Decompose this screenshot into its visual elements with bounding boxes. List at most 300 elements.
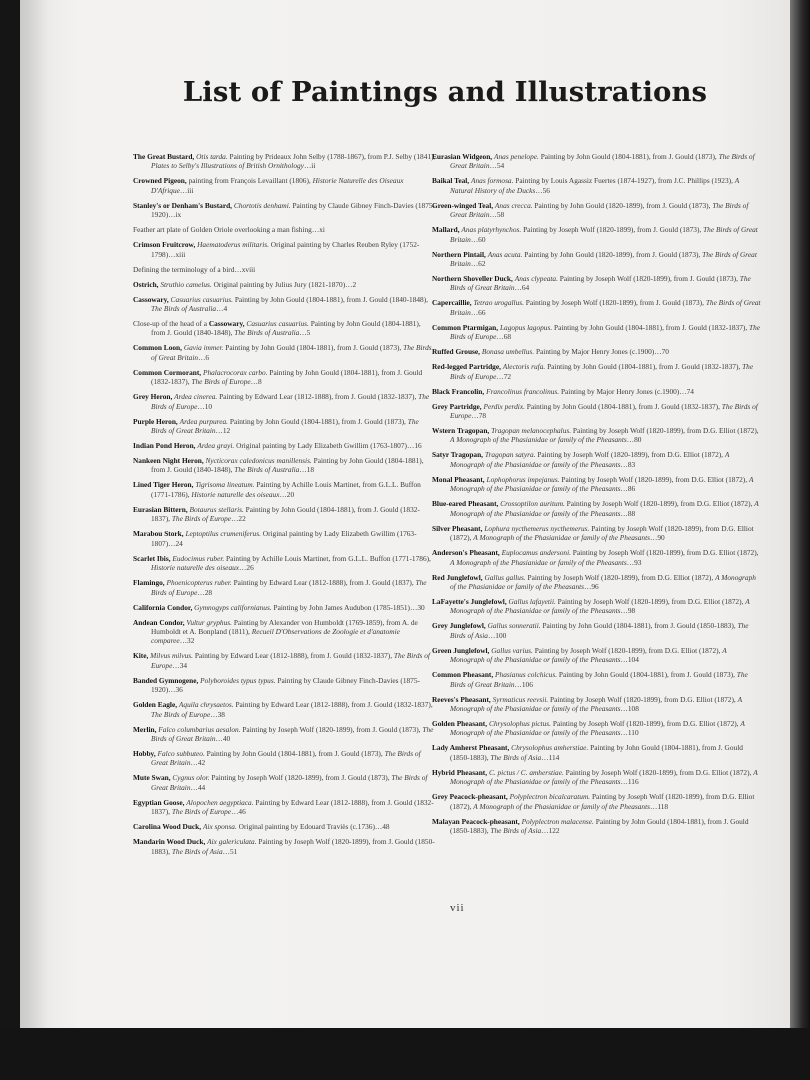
- source-title: The Birds of Great Britain: [450, 200, 749, 220]
- source-title: The Birds of Asia: [490, 752, 542, 762]
- source-title: A Monograph of the Phasianidae or family of the Pheasants: [450, 435, 627, 445]
- bird-name: Kite,: [133, 651, 149, 661]
- scientific-name: Anas formosa.: [471, 176, 514, 186]
- entry-description: Painting by John Gould (1804-1881), from J. Gould (1850-1883),: [542, 621, 736, 631]
- background-surface: [0, 1028, 810, 1080]
- entry-page-number: 48: [382, 822, 390, 832]
- source-title: The Birds of Asia: [171, 846, 223, 856]
- list-item: Flamingo, Phoenicopterus ruber. Painting by Edward Lear (1812-1888), from J. Gould (1837), The Birds of Europe…28: [133, 578, 427, 597]
- scientific-name: Polyboroides typus typus.: [200, 675, 276, 685]
- scientific-name: Nycticorax caledonicus manillensis.: [205, 456, 312, 466]
- list-item: Nankeen Night Heron, Nycticorax caledonicus manillensis. Painting by John Gould (1804-1881), from J. Gould (1840-1848), The Birds of Australia…18: [133, 456, 424, 475]
- bird-name: Common Cormorant,: [133, 367, 202, 377]
- source-title: The Birds of Great Britain: [450, 249, 757, 269]
- bird-name: Mallard,: [432, 225, 460, 235]
- bird-name: Satyr Tragopan,: [432, 450, 484, 460]
- scientific-name: Gallus sonneratii.: [487, 621, 541, 631]
- scientific-name: Polyplectron bicalcaratum.: [509, 792, 591, 802]
- entry-description: Original painting by Julius Jury (1821-1870): [213, 279, 346, 289]
- scientific-name: Phoenicopterus ruber.: [166, 578, 232, 588]
- entry-page-number: 40: [222, 733, 231, 743]
- entry-page-number: 116: [627, 777, 639, 787]
- entry-page-number: 62: [478, 259, 486, 269]
- entry-description: Painting by John Gould (1804-1881), from J. Gould (1873),: [229, 416, 406, 426]
- list-item: Northern Shoveller Duck, Anas clypeata. Painting by Joseph Wolf (1820-1899), from J. Gould (1873), The Birds of Great Britain…64: [432, 274, 751, 293]
- source-title: The Birds of Europe: [450, 322, 761, 342]
- entry-description: Painting by Joseph Wolf (1820-1899), from J. Gould (1873),: [242, 724, 421, 734]
- entry-description: Painting by John Gould (1804-1881), from J. Gould (1840-1848),: [234, 294, 428, 304]
- bird-name: Ostrich,: [133, 279, 159, 289]
- entry-page-number: 96: [591, 581, 599, 591]
- entry-description: Painting by Joseph Wolf (1820-1899), from D.G. Elliot (1872),: [450, 792, 755, 811]
- list-item: Silver Pheasant, Lophura nycthemerus nycthemerus. Painting by Joseph Wolf (1820-1899), from D.G. Elliot (1872), A Monograph of the Phasianidae or family of the Pheasants…90: [432, 523, 754, 543]
- scientific-name: Ardea purpurea.: [179, 416, 229, 426]
- scientific-name: Lophura nycthemerus nycthemerus.: [484, 523, 590, 533]
- scientific-name: Anas clypeata.: [514, 274, 558, 284]
- entry-page-number: 16: [414, 441, 422, 451]
- entry-description: Painting by Achille Louis Martinet, from G.L.L. Buffon (1771-1786),: [226, 553, 431, 563]
- list-item: Defining the terminology of a bird…xviii: [133, 264, 256, 274]
- bird-name: Stanley's or Denham's Bustard,: [133, 200, 233, 210]
- bird-name: Mute Swan,: [133, 773, 171, 783]
- bird-name: Purple Heron,: [133, 416, 178, 426]
- source-title: A Monograph of the Phasianidae or family of the Pheasants: [450, 596, 750, 616]
- scientific-name: Otis tarda.: [196, 152, 228, 161]
- entry-description: Painting by Joseph Wolf (1820-1899), from D.G. Elliot (1872),: [537, 450, 724, 460]
- bird-name: Andean Condor,: [133, 617, 185, 627]
- bird-name: Northern Shoveller Duck,: [432, 274, 513, 284]
- entry-description: Painting by Joseph Wolf (1820-1899), from D.G. Elliot (1872),: [557, 596, 744, 606]
- bird-name: Northern Pintail,: [432, 249, 486, 259]
- source-title: The Birds of Australia: [234, 465, 300, 475]
- list-item: Eurasian Bittern, Botaurus stellaris. Painting by John Gould (1804-1881), from J. Gould (1832-1837), The Birds of Europe…22: [133, 504, 420, 524]
- scientific-name: Anas crecca.: [494, 200, 533, 210]
- entry-page-number: 4: [223, 304, 228, 314]
- entry-description: Painting by Major Henry Jones (c.1900): [535, 347, 655, 357]
- entry-page-number: 106: [521, 679, 533, 689]
- source-title: The Birds of Great Britain: [151, 724, 434, 743]
- entry-description: Painting by John James Audubon (1785-1851): [273, 602, 410, 612]
- bird-name: Common Loon,: [133, 343, 182, 353]
- source-title: Plates to Selby's Illustrations of British Ornithology: [151, 161, 304, 171]
- entry-description: Feather art plate of Golden Oriole overlooking a man fishing: [133, 225, 312, 235]
- entry-description: Original painting by Lady Elizabeth Gwillim (1763-1807): [151, 529, 417, 548]
- source-title: A Monograph of the Phasianidae or family of the Pheasants: [450, 572, 756, 591]
- source-title: The Birds of Great Britain: [450, 298, 761, 317]
- bird-name: Carolina Wood Duck,: [133, 822, 202, 832]
- list-item: Egyptian Goose, Alopochen aegyptiaca. Painting by Edward Lear (1812-1888), from J. Gould (1832-1837), The Birds of Europe…46: [133, 797, 434, 817]
- entry-page-number: xviii: [241, 264, 256, 274]
- source-title: The Birds of Europe: [151, 578, 427, 597]
- list-item: Green Junglefowl, Gallus varius. Painting by Joseph Wolf (1820-1899), from D.G. Elliot (1872), A Monograph of the Phasianidae or family of the Pheasants…104: [432, 645, 727, 665]
- bird-name: Red-legged Partridge,: [432, 362, 501, 372]
- source-title: The Birds of Asia: [450, 621, 749, 640]
- bird-name: Ruffed Grouse,: [432, 347, 481, 357]
- scientific-name: Eudocimus ruber.: [172, 553, 225, 563]
- scientific-name: Syrmaticus reevsii.: [492, 694, 549, 704]
- entry-page-number: 98: [627, 606, 636, 616]
- bird-name: Grey Junglefowl,: [432, 621, 486, 631]
- bird-name: Common Pheasant,: [432, 670, 494, 680]
- entry-page-number: 122: [548, 825, 560, 835]
- scientific-name: Vultur gryphus.: [186, 617, 232, 627]
- bird-name: Flamingo,: [133, 578, 165, 588]
- entry-page-number: 36: [175, 685, 183, 695]
- entry-description: Original painting by Lady Elizabeth Gwillim (1763-1807): [236, 441, 407, 451]
- entry-page-number: 80: [634, 435, 642, 445]
- source-title: Recueil D'Observations de Zoologie et d'anatomie comparee: [151, 626, 400, 646]
- scientific-name: Aix galericulata.: [207, 837, 257, 847]
- scientific-name: Aquila chrysaetos.: [178, 700, 234, 710]
- entry-description: Painting by John Gould (1804-1881), from J. Gould (1840-1848),: [151, 319, 421, 338]
- entry-page-number: 20: [286, 489, 295, 499]
- list-item: Hybrid Pheasant, C. pictus / C. amherstiae. Painting by Joseph Wolf (1820-1899), from D.G. Elliot (1872), A Monograph of the Phasianidae or family of the Pheasants…116: [432, 767, 758, 787]
- scientific-name: Anas acuta.: [487, 249, 523, 259]
- list-item: Blue-eared Pheasant, Crossoptilon auritum. Painting by Joseph Wolf (1820-1899), from D.G. Elliot (1872), A Monograph of the Phasianidae or family of the Pheasants…88: [432, 499, 759, 518]
- bird-name: Silver Pheasant,: [432, 523, 483, 533]
- list-item: Ostrich, Struthio camelus. Original painting by Julius Jury (1821-1870)…2: [133, 279, 357, 289]
- bird-name: Lady Amherst Pheasant,: [432, 743, 510, 753]
- bird-name: Hybrid Pheasant,: [432, 767, 488, 777]
- source-title: The Birds of Europe: [151, 392, 430, 411]
- bird-name: Egyptian Goose,: [133, 797, 185, 807]
- entry-page-number: 83: [627, 459, 636, 469]
- source-title: A Monograph of the Phasianidae or family of the Pheasants: [450, 474, 754, 494]
- list-item: Red Junglefowl, Gallus gallus. Painting by Joseph Wolf (1820-1899), from D.G. Elliot (1872), A Monograph of the Phasianidae or family of the Pheasants…96: [432, 572, 756, 591]
- scientific-name: Gallus lafayetii.: [508, 596, 556, 606]
- list-item: Eurasian Widgeon, Anas penelope. Painting by John Gould (1804-1881), from J. Gould (1873), The Birds of Great Britain…54: [432, 152, 755, 171]
- entry-description: Painting by Edward Lear (1812-1888), from J. Gould (1832-1837),: [151, 797, 434, 817]
- source-title: The Birds of Europe: [191, 377, 251, 387]
- page-gutter-shadow: [20, 0, 50, 1030]
- bird-name: Crowned Pigeon,: [133, 176, 187, 186]
- source-title: A Monograph of the Phasianidae or family of the Pheasants: [450, 499, 759, 518]
- entry-page-number: 66: [478, 307, 486, 317]
- list-item: Grey Partridge, Perdix perdix. Painting by John Gould (1804-1881), from J. Gould (1832-1837), The Birds of Europe…78: [432, 401, 758, 421]
- bird-name: Malayan Peacock-pheasant,: [432, 816, 520, 826]
- entry-description: Painting by John Gould (1804-1881), from J. Gould (1873),: [540, 152, 717, 161]
- list-item: Feather art plate of Golden Oriole overlooking a man fishing…xi: [133, 225, 325, 235]
- scientific-name: C. pictus / C. amherstiae.: [488, 767, 564, 777]
- entry-page-number: 44: [197, 782, 206, 792]
- entry-page-number: 24: [175, 538, 183, 548]
- entry-page-number: 51: [229, 846, 238, 856]
- bird-name: Green-winged Teal,: [432, 200, 494, 210]
- list-item: Cassowary, Casuarius casuarius. Painting by John Gould (1804-1881), from J. Gould (1840-1848), The Birds of Australia…4: [133, 294, 428, 314]
- entry-page-number: 78: [478, 411, 487, 421]
- entry-page-number: 8: [257, 377, 262, 387]
- scientific-name: Tragopan melanocephalus.: [491, 426, 572, 436]
- entry-page-number: 70: [661, 347, 669, 357]
- bird-name: Golden Pheasant,: [432, 718, 488, 728]
- list-item: Black Francolin, Francolinus francolinus. Painting by Major Henry Jones (c.1900)…74: [432, 386, 694, 396]
- entry-description: Painting by Prideaux John Selby (1788-1867), from P.J. Selby (1841),: [229, 152, 436, 161]
- entry-description: Painting by Joseph Wolf (1820-1899), from J. Gould (1873),: [523, 225, 702, 235]
- entry-description: Painting by Joseph Wolf (1820-1899), from D.G. Elliot (1872),: [534, 645, 721, 655]
- list-item: Kite, Milvus milvus. Painting by Edward Lear (1812-1888), from J. Gould (1832-1837), The Birds of Europe…34: [133, 651, 430, 670]
- entry-description: Painting by John Gould (1804-1881), from J. Gould (1850-1883),: [450, 743, 743, 762]
- entry-page-number: 58: [496, 210, 505, 220]
- entry-page-number: 118: [657, 801, 669, 811]
- bird-name: The Great Bustard,: [133, 152, 195, 161]
- bird-name: Common Ptarmigan,: [432, 322, 499, 332]
- scientific-name: Leptoptilus crumeniferus.: [185, 529, 261, 539]
- list-item: Monal Pheasant, Lophophorus impejanus. Painting by Joseph Wolf (1820-1899), from D.G. Elliot (1872), A Monograph of the Phasianidae or family of the Pheasants…86: [432, 474, 754, 494]
- list-item: Satyr Tragopan, Tragopan satyra. Painting by Joseph Wolf (1820-1899), from D.G. Elliot (1872), A Monograph of the Phasianidae or family of the Pheasants…83: [432, 450, 730, 469]
- list-item: Golden Eagle, Aquila chrysaetos. Painting by Edward Lear (1812-1888), from J. Gould (1832-1837), The Birds of Europe…38: [133, 700, 433, 719]
- entry-description: Painting by John Gould (1820-1899), from J. Gould (1873),: [524, 249, 701, 259]
- bird-name: Banded Gymnogene,: [133, 675, 199, 685]
- list-item: Golden Pheasant, Chrysolophus pictus. Painting by Joseph Wolf (1820-1899), from D.G. Elliot (1872), A Monograph of the Phasianidae or family of the Pheasants…110: [432, 718, 745, 738]
- source-title: The Birds of Asia: [490, 825, 542, 835]
- bird-name: California Condor,: [133, 602, 193, 612]
- scientific-name: Gallus varius.: [491, 645, 533, 655]
- bird-name: Grey Partridge,: [432, 401, 482, 411]
- source-title: A Monograph of the Phasianidae or family of the Pheasants: [450, 718, 745, 738]
- scientific-name: Gallus gallus.: [484, 572, 526, 582]
- entry-page-number: 28: [204, 587, 213, 597]
- entry-page-number: ix: [175, 210, 182, 220]
- source-title: A Monograph of the Phasianidae or family of the Pheasants: [450, 694, 742, 713]
- bird-name: Green Junglefowl,: [432, 645, 490, 655]
- source-title: The Birds of Europe: [151, 709, 211, 719]
- bird-name: Nankeen Night Heron,: [133, 456, 204, 466]
- entry-description: Painting by John Gould (1804-1881), from J. Gould (1840-1848),: [151, 456, 424, 475]
- bird-name: Eurasian Widgeon,: [432, 152, 493, 161]
- list-item: Mute Swan, Cygnus olor. Painting by Joseph Wolf (1820-1899), from J. Gould (1873), The Birds of Great Britain…44: [133, 773, 428, 792]
- source-title: The Birds of Great Britain: [151, 773, 428, 792]
- scientific-name: Lagopus lagopus.: [499, 322, 553, 332]
- entry-description: Painting by Joseph Wolf (1820-1899), from D.G. Elliot (1872),: [566, 499, 753, 509]
- scientific-name: Struthio camelus.: [160, 279, 212, 289]
- bird-name: Golden Eagle,: [133, 700, 178, 710]
- source-title: The Birds of Great Britain: [450, 670, 748, 689]
- scientific-name: Tetrao urogallus.: [473, 298, 524, 308]
- entry-page-number: 90: [657, 533, 665, 543]
- scientific-name: Casuarius casuarius.: [246, 319, 309, 329]
- scientific-name: Botaurus stellaris.: [189, 504, 244, 514]
- source-title: The Birds of Great Britain: [151, 343, 432, 362]
- scientific-name: Alectoris rufa.: [502, 362, 546, 372]
- scientific-name: Ardea grayi.: [197, 441, 235, 451]
- bird-name: Indian Pond Heron,: [133, 441, 196, 451]
- list-item: LaFayette's Junglefowl, Gallus lafayetii. Painting by Joseph Wolf (1820-1899), from D.G. Elliot (1872), A Monograph of the Phasianidae or family of the Pheasants…98: [432, 596, 750, 616]
- entry-page-number: 26: [246, 563, 254, 573]
- list-item: Scarlet Ibis, Eudocimus ruber. Painting by Achille Louis Martinet, from G.L.L. Buffon (1771-1786), Historie naturelle des oiseaux…26: [133, 553, 431, 573]
- entry-description: Painting by Joseph Wolf (1820-1899), from D.G. Elliot (1872),: [565, 767, 752, 777]
- bird-name: Grey Peacock-pheasant,: [432, 792, 508, 802]
- source-title: A Natural History of the Ducks: [450, 176, 740, 195]
- entry-page-number: 108: [627, 703, 639, 713]
- source-title: The Birds of Great Britain: [450, 152, 755, 171]
- next-page-edge: [790, 0, 810, 1080]
- bird-name: Grey Heron,: [133, 392, 173, 402]
- scientific-name: Perdix perdix.: [483, 401, 525, 411]
- list-item: Mallard, Anas platyrhynchos. Painting by Joseph Wolf (1820-1899), from J. Gould (1873), The Birds of Great Britain…60: [432, 225, 758, 244]
- scientific-name: Tigrisoma lineatum.: [195, 480, 255, 490]
- entry-description: Painting by John Gould (1804-1881), from J. Gould (1850-1883),: [450, 816, 749, 835]
- entry-description: Painting by John Gould (1804-1881), from J. Gould (1832-1837),: [151, 367, 423, 387]
- list-item: Capercaillie, Tetrao urogallus. Painting by Joseph Wolf (1820-1899), from J. Gould (1873), The Birds of Great Britain…66: [432, 298, 761, 317]
- source-title: The Birds of Great Britain: [450, 225, 758, 244]
- bird-name: Cassowary,: [133, 294, 169, 304]
- entry-page-number: 104: [627, 655, 639, 665]
- scientific-name: Falco subbuteo.: [157, 748, 205, 758]
- source-title: A Monograph of the Phasianidae or family of the Pheasants: [450, 557, 627, 567]
- list-item: Mandarin Wood Duck, Aix galericulata. Painting by Joseph Wolf (1820-1899), from J. Gould (1850-1883), The Birds of Asia…51: [133, 837, 435, 856]
- scientific-name: Cygnus olor.: [172, 773, 210, 783]
- bird-name: Mandarin Wood Duck,: [133, 837, 206, 847]
- list-item: Stanley's or Denham's Bustard, Chortotis denhami. Painting by Claude Gibney Finch-Davies (1875-1920)…ix: [133, 200, 436, 220]
- list-item: Indian Pond Heron, Ardea grayi. Original painting by Lady Elizabeth Gwillim (1763-1807)…16: [133, 441, 422, 451]
- entry-page-number: 5: [306, 328, 311, 338]
- entry-page-number: 64: [521, 283, 530, 293]
- bird-name: Baikal Teal,: [432, 176, 470, 186]
- entry-description: Painting by John Gould (1804-1881), from J. Gould (1832-1837),: [547, 362, 741, 372]
- bird-name: Capercaillie,: [432, 298, 472, 308]
- entry-description: Painting by Edward Lear (1812-1888), from J. Gould (1832-1837),: [219, 392, 417, 402]
- entry-page-number: 54: [496, 161, 505, 171]
- entry-page-number: 110: [627, 728, 639, 738]
- scientific-name: Crossoptilon auritum.: [500, 499, 565, 509]
- scientific-name: Falco columbarius aesalon.: [158, 724, 241, 734]
- entry-description: Painting by Louis Agassiz Fuertes (1874-1927), from J.C. Phillips (1923),: [515, 176, 733, 186]
- entry-page-number: 72: [503, 371, 512, 381]
- source-title: The Birds of Europe: [171, 514, 232, 524]
- list-item: Anderson's Pheasant, Euplocamus andersoni. Painting by Joseph Wolf (1820-1899), from D.G. Elliot (1872), A Monograph of the Phasianidae or family of the Pheasants…93: [432, 548, 759, 567]
- source-title: The Birds of Europe: [151, 651, 430, 670]
- source-title: A Monograph of the Phasianidae or family of the Pheasants: [473, 533, 650, 543]
- entry-page-number: iii: [187, 185, 194, 195]
- list-item: Ruffed Grouse, Bonasa umbellus. Painting by Major Henry Jones (c.1900)…70: [432, 347, 669, 357]
- scientific-name: Tragopan satyra.: [484, 450, 536, 460]
- source-title: The Birds of Australia: [151, 304, 217, 314]
- left-column-list: [133, 152, 436, 862]
- entry-description: Painting by Joseph Wolf (1820-1899), from J. Gould (1873),: [559, 274, 738, 284]
- list-item: Grey Peacock-pheasant, Polyplectron bicalcaratum. Painting by Joseph Wolf (1820-1899), from D.G. Elliot (1872), A Monograph of the Phasianidae or family of the Pheasants…118: [432, 792, 755, 811]
- scientific-name: Chortotis denhami.: [233, 200, 291, 210]
- entry-page-number: 100: [495, 630, 507, 640]
- list-item: Malayan Peacock-pheasant, Polyplectron malacense. Painting by John Gould (1804-1881), from J. Gould (1850-1883), The Birds of Asia…122: [432, 816, 749, 835]
- scientific-name: Alopochen aegyptiaca.: [186, 797, 254, 807]
- list-item: Hobby, Falco subbuteo. Painting by John Gould (1804-1881), from J. Gould (1873), The Birds of Great Britain…42: [133, 748, 421, 768]
- entry-description: Painting by Joseph Wolf (1820-1899), from J. Gould (1850-1883),: [151, 837, 435, 856]
- scientific-name: Gavia immer.: [183, 343, 224, 353]
- bird-name: Marabou Stork,: [133, 529, 184, 539]
- bird-name: Hobby,: [133, 748, 156, 758]
- entry-page-number: 60: [478, 234, 486, 244]
- scientific-name: Chrysolophus pictus.: [488, 718, 551, 728]
- source-title: The Birds of Europe: [171, 807, 232, 817]
- entry-description: Painting by Edward Lear (1812-1888), from J. Gould (1837),: [233, 578, 414, 588]
- entry-description: Painting by Joseph Wolf (1820-1899), from D.G. Elliot (1872),: [561, 474, 748, 484]
- entry-description: Painting by Joseph Wolf (1820-1899), from J. Gould (1873),: [525, 298, 704, 308]
- scientific-name: Phasianus colchicus.: [495, 670, 558, 680]
- list-item: Marabou Stork, Leptoptilus crumeniferus. Original painting by Lady Elizabeth Gwillim (1763-1807)…24: [133, 529, 417, 548]
- scientific-name: Gymnogyps californianus.: [194, 602, 272, 612]
- entry-description: Painting by Major Henry Jones (c.1900): [560, 386, 680, 396]
- list-item: Banded Gymnogene, Polyboroides typus typus. Painting by Claude Gibney Finch-Davies (1875-1920)…36: [133, 675, 420, 695]
- scientific-name: Casuarius casuarius.: [170, 294, 233, 304]
- list-item: The Great Bustard, Otis tarda. Painting by Prideaux John Selby (1788-1867), from P.J. Selby (1841), Plates to Selby's Illustrations of British Ornithology…ii: [133, 152, 436, 171]
- bird-name: Scarlet Ibis,: [133, 553, 171, 563]
- list-item: Reeves's Pheasant, Syrmaticus reevsii. Painting by Joseph Wolf (1820-1899), from D.G. Elliot (1872), A Monograph of the Phasianidae or family of the Pheasants…108: [432, 694, 742, 713]
- entry-description: Painting by Alexander von Humboldt (1769-1859), from A. de Humboldt et A. Bonpland (1811),: [151, 617, 418, 636]
- entry-page-number: 18: [306, 465, 315, 475]
- entry-prefix: Close-up of the head of a: [133, 319, 208, 329]
- entry-page-number: 56: [542, 185, 550, 195]
- entry-description: Painting by John Gould (1820-1899), from J. Gould (1873),: [534, 200, 711, 210]
- list-item: Common Cormorant, Phalacrocorax carbo. Painting by John Gould (1804-1881), from J. Gould (1832-1837), The Birds of Europe…8: [133, 367, 423, 387]
- source-title: Historie naturelle des oiseaux: [191, 489, 280, 499]
- list-item: Northern Pintail, Anas acuta. Painting by John Gould (1820-1899), from J. Gould (1873), The Birds of Great Britain…62: [432, 249, 757, 269]
- entry-description: Painting by Edward Lear (1812-1888), from J. Gould (1832-1837),: [194, 651, 393, 661]
- entry-page-number: 22: [238, 514, 246, 524]
- entry-description: Painting by John Gould (1804-1881), from J. Gould (1873),: [225, 343, 402, 353]
- entry-description: Painting by John Gould (1804-1881), from J. Gould (1832-1837),: [151, 504, 420, 524]
- scientific-name: Phalacrocorax carbo.: [202, 367, 268, 377]
- source-title: The Birds of Australia: [234, 328, 300, 338]
- entry-description: Painting by Joseph Wolf (1820-1899), from D.G. Elliot (1872),: [552, 718, 739, 728]
- list-item: Crimson Fruitcrow, Haematoderus militaris. Original painting by Charles Reuben Ryley (1752-1798)…xiii: [133, 240, 420, 259]
- list-item: Common Pheasant, Phasianus colchicus. Painting by John Gould (1804-1881), from J. Gould (1873), The Birds of Great Britain…106: [432, 670, 748, 689]
- list-item: Lined Tiger Heron, Tigrisoma lineatum. Painting by Achille Louis Martinet, from G.L.L. Buffon (1771-1786), Historie naturelle des oiseaux…20: [133, 480, 421, 499]
- entry-description: Painting by Joseph Wolf (1820-1899), from D.G. Elliot (1872),: [572, 548, 759, 558]
- source-title: A Monograph of the Phasianidae or family of the Pheasants: [473, 801, 650, 811]
- bird-name: Eurasian Bittern,: [133, 504, 188, 514]
- source-title: A Monograph of the Phasianidae or family of the Pheasants: [450, 450, 730, 469]
- scientific-name: Bonasa umbellus.: [481, 347, 535, 357]
- list-item: Green-winged Teal, Anas crecca. Painting by John Gould (1820-1899), from J. Gould (1873), The Birds of Great Britain…58: [432, 200, 749, 220]
- bird-name: Anderson's Pheasant,: [432, 548, 500, 558]
- entry-description: Painting by John Gould (1804-1881), from J. Gould (1873),: [206, 748, 383, 758]
- entry-page-number: ii: [311, 161, 316, 171]
- scientific-name: Polyplectron malacense.: [521, 816, 594, 826]
- list-item: Grey Junglefowl, Gallus sonneratii. Painting by John Gould (1804-1881), from J. Gould (1850-1883), The Birds of Asia…100: [432, 621, 749, 640]
- source-title: The Birds of Europe: [450, 401, 758, 421]
- source-title: The Birds of Great Britain: [151, 416, 419, 436]
- list-item: Baikal Teal, Anas formosa. Painting by Louis Agassiz Fuertes (1874-1927), from J.C. Phillips (1923), A Natural History of the Ducks…56: [432, 176, 740, 195]
- entry-description: Painting by Edward Lear (1812-1888), from J. Gould (1832-1837),: [235, 700, 433, 710]
- scientific-name: Haematoderus militaris.: [197, 240, 269, 250]
- entry-description: Painting by John Gould (1804-1881), from J. Gould (1832-1837),: [526, 401, 720, 411]
- bird-name: Reeves's Pheasant,: [432, 694, 491, 704]
- entry-page-number: xiii: [175, 249, 186, 259]
- list-item: Crowned Pigeon, painting from François Levaillant (1806), Historie Naturelle des Oiseaux D'Afrique…iii: [133, 176, 404, 195]
- right-column-list: [432, 152, 762, 841]
- list-item: Common Loon, Gavia immer. Painting by John Gould (1804-1881), from J. Gould (1873), The Birds of Great Britain…6: [133, 343, 432, 362]
- entry-description: Defining the terminology of a bird: [133, 264, 235, 274]
- entry-page-number: 93: [634, 557, 642, 567]
- bird-name: Lined Tiger Heron,: [133, 480, 194, 490]
- entry-page-number: 32: [187, 636, 195, 646]
- entry-description: Painting by John Gould (1804-1881), from J. Gould (1873),: [558, 670, 735, 680]
- source-title: A Monograph of the Phasianidae or family of the Pheasants: [450, 645, 727, 665]
- entry-description: Painting by Joseph Wolf (1820-1899), from J. Gould (1873),: [211, 773, 390, 783]
- entry-page-number: 38: [217, 709, 225, 719]
- entry-page-number: 74: [686, 386, 694, 396]
- bird-name: Red Junglefowl,: [432, 572, 483, 582]
- entry-description: Original painting by Charles Reuben Ryley (1752-1798): [151, 240, 420, 259]
- list-item: Merlin, Falco columbarius aesalon. Painting by Joseph Wolf (1820-1899), from J. Gould (1873), The Birds of Great Britain…40: [133, 724, 434, 743]
- list-item: Grey Heron, Ardea cinerea. Painting by Edward Lear (1812-1888), from J. Gould (1832-1837), The Birds of Europe…10: [133, 392, 430, 411]
- scientific-name: Lophophorus impejanus.: [486, 474, 560, 484]
- bird-name: Cassowary,: [208, 319, 245, 329]
- entry-page-number: 12: [222, 426, 231, 436]
- entry-description: Painting by Claude Gibney Finch-Davies (1875-1920): [151, 200, 436, 220]
- entry-page-number: 30: [417, 602, 425, 612]
- list-item: Lady Amherst Pheasant, Chrysolophus amherstiae. Painting by John Gould (1804-1881), from J. Gould (1850-1883), The Birds of Asia…114: [432, 743, 743, 762]
